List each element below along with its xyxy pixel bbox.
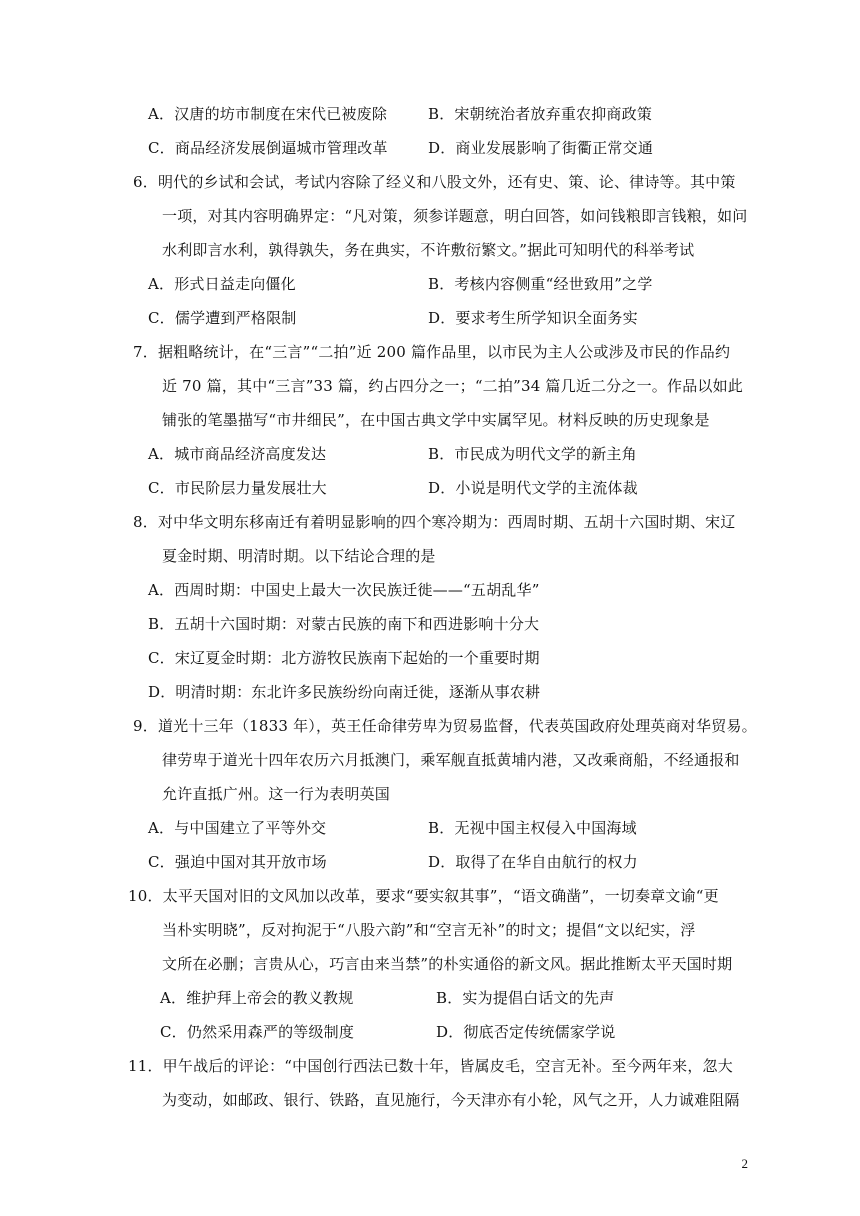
text-line: B．五胡十六国时期：对蒙古民族的南下和西进影响十分大: [148, 615, 540, 633]
text-line: 9．道光十三年（1833 年），英王任命律劳卑为贸易监督，代表英国政府处理英商对华贸易。: [133, 717, 757, 735]
text-line: A．维护拜上帝会的教义教规: [160, 989, 354, 1007]
text-line: D．取得了在华自由航行的权力: [428, 853, 638, 871]
text-line: 铺张的笔墨描写“市井细民”，在中国古典文学中实属罕见。材料反映的历史现象是: [162, 411, 710, 429]
text-line: C．强迫中国对其开放市场: [148, 853, 327, 871]
text-line: B．宋朝统治者放弃重农抑商政策: [428, 105, 653, 123]
text-line: 为变动，如邮政、银行、铁路，直见施行，今天津亦有小轮，风气之开，人力诚难阻隔: [162, 1091, 740, 1109]
text-line: B．实为提倡白话文的先声: [436, 989, 615, 1007]
text-line: A．汉唐的坊市制度在宋代已被废除: [148, 105, 388, 123]
text-line: C．仍然采用森严的等级制度: [160, 1023, 355, 1041]
text-line: 一项，对其内容明确界定：“凡对策，须参详题意，明白回答，如问钱粮即言钱粮，如问: [162, 207, 748, 225]
text-line: A．西周时期：中国史上最大一次民族迁徙——“五胡乱华”: [148, 581, 540, 599]
text-line: C．儒学遭到严格限制: [148, 309, 297, 327]
text-line: 11．甲午战后的评论：“中国创行西法已数十年，皆属皮毛，空言无补。至今两年来，忽大: [128, 1057, 733, 1075]
text-line: B．市民成为明代文学的新主角: [428, 445, 637, 463]
text-line: 水利即言水利，孰得孰失，务在典实，不许敷衍繁文。”据此可知明代的科举考试: [162, 241, 695, 259]
text-line: B．无视中国主权侵入中国海域: [428, 819, 637, 837]
text-line: C．市民阶层力量发展壮大: [148, 479, 327, 497]
text-line: B．考核内容侧重“经世致用”之学: [428, 275, 653, 293]
text-line: A．城市商品经济高度发达: [148, 445, 327, 463]
text-line: 近 70 篇，其中“三言”33 篇，约占四分之一；“二拍”34 篇几近二分之一。作品以如此: [162, 377, 744, 395]
text-line: D．小说是明代文学的主流体裁: [428, 479, 638, 497]
text-line: 夏金时期、明清时期。以下结论合理的是: [162, 547, 436, 565]
text-line: 6．明代的乡试和会试，考试内容除了经义和八股文外，还有史、策、论、律诗等。其中策: [133, 173, 736, 191]
text-line: A．形式日益走向僵化: [148, 275, 296, 293]
text-line: C．商品经济发展倒逼城市管理改革: [148, 139, 388, 157]
text-line: C．宋辽夏金时期：北方游牧民族南下起始的一个重要时期: [148, 649, 540, 667]
text-line: D．彻底否定传统儒家学说: [436, 1023, 616, 1041]
text-line: A．与中国建立了平等外交: [148, 819, 327, 837]
text-line: 10．太平天国对旧的文风加以改革，要求“要实叙其事”，“语文确凿”，一切奏章文谕“更: [128, 887, 719, 905]
text-line: 8．对中华文明东移南迁有着明显影响的四个寒冷期为：西周时期、五胡十六国时期、宋辽: [133, 513, 736, 531]
page-number: 2: [741, 1156, 748, 1171]
text-line: D．商业发展影响了街衢正常交通: [428, 139, 654, 157]
text-line: 当朴实明晓”，反对拘泥于“八股六韵”和“空言无补”的时文；提倡“文以纪实，浮: [162, 921, 696, 939]
text-line: 律劳卑于道光十四年农历六月抵澳门，乘军舰直抵黄埔内港，又改乘商船，不经通报和: [162, 751, 740, 769]
text-line: 7．据粗略统计，在“三言”“二拍”近 200 篇作品里，以市民为主人公或涉及市民的作品约: [133, 343, 731, 361]
text-line: 允许直抵广州。这一行为表明英国: [162, 785, 391, 803]
text-line: D．明清时期：东北许多民族纷纷向南迁徙，逐渐从事农耕: [148, 683, 541, 701]
text-line: 文所在必删；言贵从心，巧言由来当禁”的朴实通俗的新文风。据此推断太平天国时期: [162, 955, 733, 973]
text-line: D．要求考生所学知识全面务实: [428, 309, 638, 327]
